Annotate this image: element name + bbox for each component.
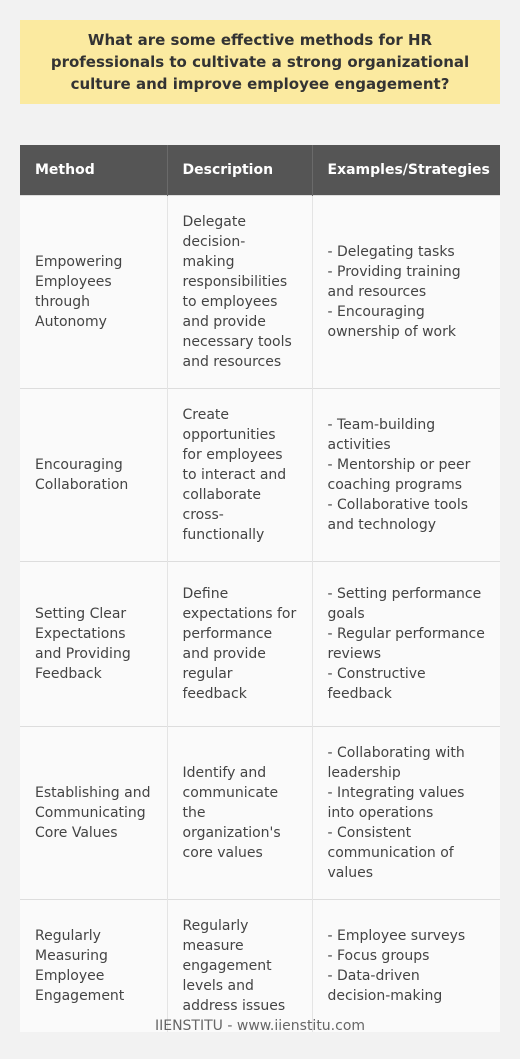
example-item: - Focus groups: [327, 947, 430, 964]
header-description: Description: [167, 145, 312, 195]
examples-cell: [312, 899, 500, 1032]
table-row: [20, 388, 500, 561]
example-item: - Regular performance reviews: [327, 625, 485, 662]
description-cell: Delegate decision-making responsibilities to employees and provide necessary tools and resources: [167, 195, 312, 388]
example-item: - Delegating tasks: [327, 243, 455, 260]
table-row: [20, 561, 500, 726]
description-cell: Define expectations for performance and provide regular feedback: [167, 561, 312, 726]
header-method: Method: [20, 145, 167, 195]
question-banner: [20, 20, 500, 104]
example-item: - Encouraging ownership of work: [327, 303, 456, 340]
table-row: [20, 726, 500, 899]
description-cell: Regularly measure engagement levels and address issues: [167, 899, 312, 1032]
method-cell: Regularly Measuring Employee Engagement: [20, 899, 167, 1032]
footer-credit: IIENSTITU - www.iienstitu.com: [154, 1018, 366, 1034]
description-cell: Create opportunities for employees to interact and collaborate cross-functionally: [167, 388, 312, 561]
description-cell: Identify and communicate the organization's core values: [167, 726, 312, 899]
methods-table: [20, 145, 500, 1032]
example-item: - Consistent communication of values: [327, 824, 454, 881]
examples-cell: [312, 561, 500, 726]
examples-cell: [312, 388, 500, 561]
example-item: - Mentorship or peer coaching programs: [327, 456, 471, 493]
examples-cell: [312, 726, 500, 899]
table-header-row: [20, 145, 500, 195]
method-cell: Setting Clear Expectations and Providing Feedback: [20, 561, 167, 726]
example-item: - Employee surveys: [327, 927, 466, 944]
method-cell: Establishing and Communicating Core Values: [20, 726, 167, 899]
table-row: [20, 899, 500, 1032]
examples-cell: [312, 195, 500, 388]
example-item: - Integrating values into operations: [327, 784, 465, 821]
example-item: - Team-building activities: [327, 416, 436, 453]
method-cell: Encouraging Collaboration: [20, 388, 167, 561]
example-item: - Constructive feedback: [327, 665, 426, 702]
header-examples: Examples/Strategies: [312, 145, 500, 195]
example-item: - Data-driven decision-making: [327, 967, 443, 1004]
table-row: [20, 195, 500, 388]
question-text: What are some effective methods for HR professionals to cultivate a strong organizational culture and improve employee engagement?: [50, 31, 470, 93]
example-item: - Setting performance goals: [327, 585, 482, 622]
example-item: - Collaborative tools and technology: [327, 496, 469, 533]
method-cell: Empowering Employees through Autonomy: [20, 195, 167, 388]
example-item: - Providing training and resources: [327, 263, 461, 300]
example-item: - Collaborating with leadership: [327, 744, 465, 781]
